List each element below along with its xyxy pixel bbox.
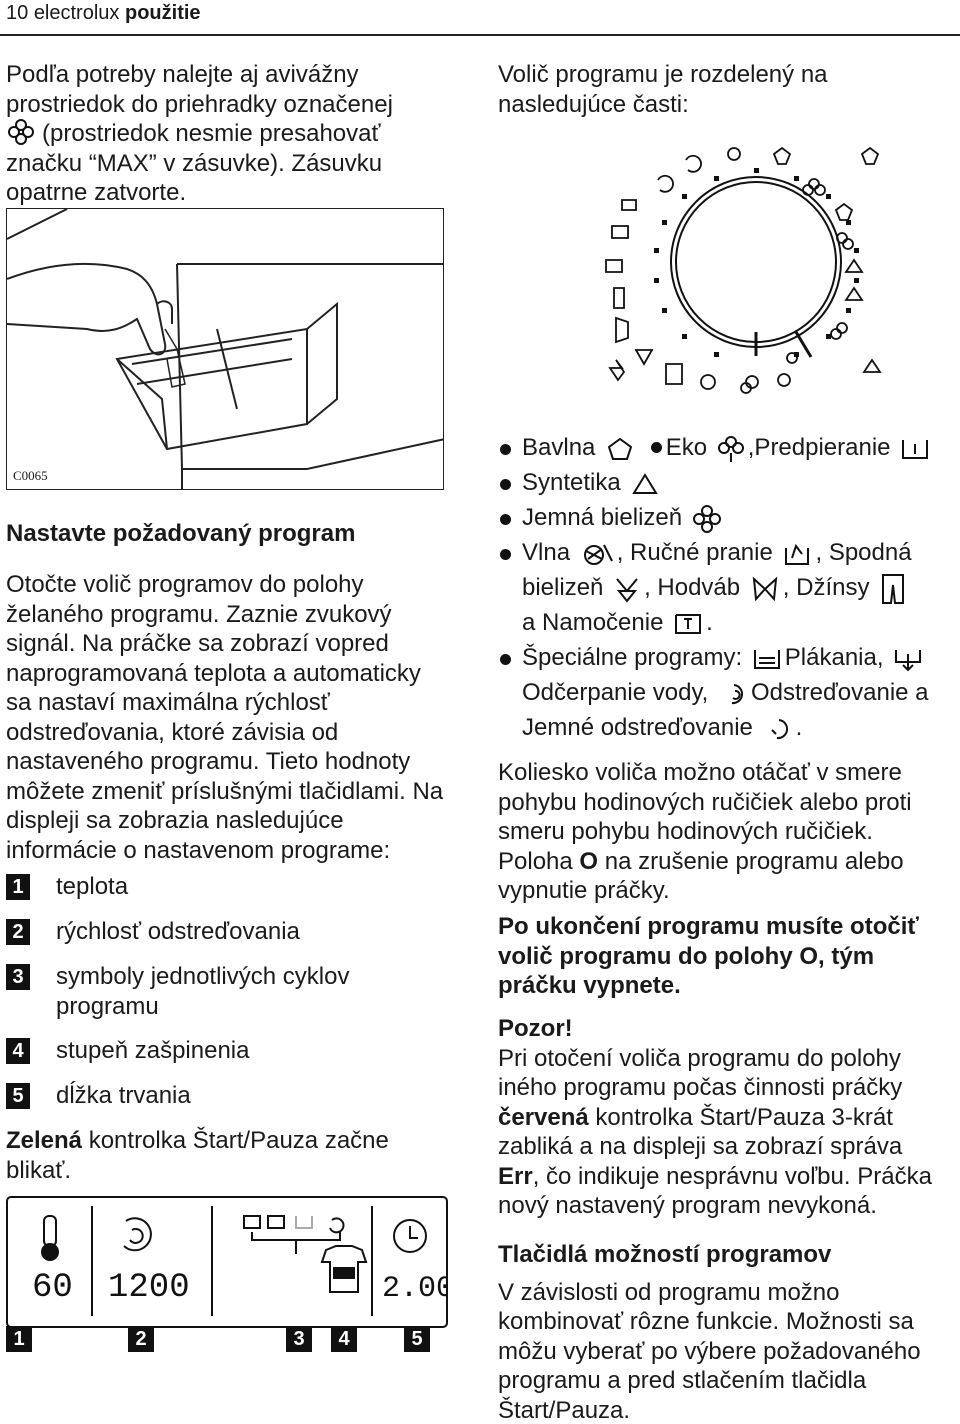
display-label: 5 <box>404 1326 430 1352</box>
synthetics-icon <box>630 471 660 497</box>
display-info-list <box>6 872 446 1126</box>
text-part: Poloha <box>498 847 580 875</box>
body-line: displeji sa zobrazia nasledujúce <box>6 807 344 834</box>
intro-line: nasledujúce časti: <box>498 90 689 118</box>
display-time: 2.00 <box>382 1272 448 1306</box>
program-dial <box>596 132 916 402</box>
figure-label: C0065 <box>13 468 48 483</box>
paragraph-line: Koliesko voliča možno otáčať v smere <box>498 759 902 786</box>
body-line: informácie o nastavenom programe: <box>6 836 391 864</box>
body-line: naprogramovaná teplota a automaticky <box>6 659 421 687</box>
paragraph-line: smeru pohybu hodinových ručičiek. <box>498 818 873 845</box>
dial-intro <box>498 60 958 119</box>
list-item <box>6 872 446 917</box>
page-number: 10 <box>6 2 29 24</box>
red-word: červená <box>498 1103 589 1131</box>
page-header <box>6 2 201 25</box>
body-line: Otočte volič programov do polohy <box>6 571 364 598</box>
list-item-text <box>56 962 349 1021</box>
paragraph-line: V závislosti od programu možno <box>498 1278 840 1306</box>
warning-title: Pozor! <box>498 1015 573 1042</box>
gentle-spin-icon <box>763 716 793 742</box>
rinse-icon <box>752 646 782 672</box>
body-line: nastaveného programu. Tieto hodnoty <box>6 748 411 775</box>
display-panel <box>6 1196 448 1328</box>
section-name: použitie <box>124 2 201 24</box>
spin-label: Odstreďovanie a <box>751 679 929 706</box>
silk-icon <box>750 575 780 603</box>
synthetics-label: Syntetika <box>522 469 621 496</box>
number-badge: 2 <box>6 919 30 945</box>
list-item <box>498 535 958 640</box>
detergent-drawer-figure <box>6 208 444 490</box>
list-item <box>6 962 446 1036</box>
prewash-label: ,Predpieranie <box>747 434 891 461</box>
brand-name: electrolux <box>33 2 120 24</box>
paragraph-line: vypnutie práčky. <box>498 877 670 904</box>
paragraph-line: práčku vypnete. <box>498 972 681 999</box>
paragraph-line <box>498 1162 958 1192</box>
body-line: želaného programu. Zaznie zvukový <box>6 600 392 628</box>
display-speed: 1200 <box>108 1269 190 1307</box>
list-item <box>6 1036 446 1081</box>
text-part: na zrušenie programu alebo <box>598 847 904 875</box>
display-label: 4 <box>331 1326 357 1352</box>
header-divider <box>0 34 960 36</box>
program-instructions <box>6 570 448 865</box>
note-line: blikať. <box>6 1156 72 1184</box>
list-item-line: programu <box>56 992 159 1020</box>
list-item <box>498 465 958 500</box>
delicates-label: Jemná bielizeň <box>522 504 683 531</box>
intro-line: prostriedok do priehradky označenej <box>6 90 393 118</box>
prewash-icon <box>900 436 930 462</box>
number-badge: 5 <box>6 1083 30 1109</box>
text-part: kontrolka Štart/Pauza 3-krát <box>588 1103 893 1131</box>
drain-label: Odčerpanie vody, <box>522 679 709 706</box>
cotton-icon <box>605 435 635 463</box>
handwash-label: , Ručné pranie <box>616 539 773 566</box>
intro-line <box>6 119 446 149</box>
handwash-icon <box>782 540 812 568</box>
body-line: signál. Na práčke sa zobrazí vopred <box>6 630 389 657</box>
paragraph-line: zabliká a na displeji sa zobrazí správa <box>498 1133 903 1160</box>
start-pause-note <box>6 1126 446 1185</box>
underwear-label-cont: bielizeň <box>522 574 604 601</box>
number-badge: 1 <box>6 874 30 900</box>
paragraph-line: volič programu do polohy O, tým <box>498 942 875 970</box>
program-dial-diagram <box>596 132 916 402</box>
drawer-illustration <box>7 209 444 490</box>
off-position-label: O <box>579 847 599 875</box>
special-programs-label: Špeciálne programy: <box>522 644 743 671</box>
intro-text: (prostriedok nesmie presahovať <box>42 120 381 147</box>
number-badge: 4 <box>6 1038 30 1064</box>
intro-line: Podľa potreby nalejte aj avivážny <box>6 61 359 88</box>
section-title: Nastavte požadovaný program <box>6 520 356 547</box>
paragraph-line: pohybu hodinových ručičiek alebo proti <box>498 788 912 816</box>
display-label-row <box>6 1326 448 1356</box>
text-part: , čo indikuje nesprávnu voľbu. Práčka <box>532 1162 932 1190</box>
eco-label: Eko <box>665 434 708 461</box>
green-word: Zelená <box>6 1127 83 1154</box>
gentle-spin-label: Jemné odstreďovanie <box>522 714 753 741</box>
note-text: kontrolka Štart/Pauza začne <box>82 1127 389 1154</box>
flower-softener-icon <box>6 119 36 145</box>
list-item <box>6 1081 446 1126</box>
list-item-text: rýchlosť odstreďovania <box>56 918 300 945</box>
paragraph-line <box>498 1103 958 1133</box>
display-label: 1 <box>6 1326 32 1352</box>
paragraph-line: kombinovať rôzne funkcie. Možnosti sa <box>498 1308 914 1335</box>
display-label: 3 <box>286 1326 312 1352</box>
list-item-text: dĺžka trvania <box>56 1082 191 1109</box>
program-groups-list <box>498 430 958 745</box>
jeans-icon <box>879 573 907 605</box>
wool-icon <box>580 541 614 567</box>
bullet-dot-inline <box>651 442 662 453</box>
jeans-label: , Džínsy <box>782 574 870 601</box>
list-item <box>498 430 958 465</box>
program-end-note <box>498 912 958 1001</box>
thermometer-icon <box>42 1216 58 1260</box>
err-word: Err <box>498 1162 533 1190</box>
softener-intro <box>6 60 446 208</box>
paragraph-line: Pri otočení voliča programu do polohy <box>498 1044 901 1072</box>
eco-flower-icon <box>717 435 745 463</box>
intro-line: Volič programu je rozdelený na <box>498 61 828 88</box>
delicates-icon <box>692 505 722 533</box>
list-item-text: stupeň zašpinenia <box>56 1037 250 1064</box>
paragraph-line: Po ukončení programu musíte otočiť <box>498 913 919 940</box>
punctuation: . <box>795 714 803 741</box>
silk-label: , Hodváb <box>644 574 741 601</box>
display-label: 2 <box>128 1326 154 1352</box>
drain-icon <box>893 646 923 672</box>
paragraph-line: môžu vyberať po výbere požadovaného <box>498 1337 921 1365</box>
cotton-label: Bavlna <box>522 434 596 461</box>
body-line: sa nastaví maximálna rýchlosť <box>6 689 330 716</box>
body-line: odstreďovania, ktoré závisia od <box>6 718 339 746</box>
number-badge: 3 <box>6 964 30 990</box>
intro-line: značku “MAX” v zásuvke). Zásuvku <box>6 149 383 177</box>
options-title: Tlačidlá možností programov <box>498 1241 832 1268</box>
list-item <box>6 917 446 962</box>
list-item-text: teplota <box>56 873 129 900</box>
paragraph-line: Štart/Pauza. <box>498 1396 631 1424</box>
dial-rotation-paragraph <box>498 758 958 906</box>
underwear-label: , Spodná <box>815 539 912 566</box>
soak-icon <box>673 611 703 637</box>
soak-label: a Namočenie <box>522 609 664 636</box>
paragraph-line <box>498 847 958 877</box>
list-item <box>498 640 958 745</box>
list-item <box>498 500 958 535</box>
paragraph-line: programu a pred stlačením tlačidla <box>498 1367 867 1394</box>
body-line: môžete zmeniť príslušnými tlačidlami. Na <box>6 777 444 805</box>
washer-display <box>6 1196 448 1328</box>
paragraph-line: iného programu počas činnosti práčky <box>498 1074 903 1101</box>
spin-icon <box>124 1218 151 1250</box>
list-item-line: symboly jednotlivých cyklov <box>56 963 350 990</box>
intro-line: opatrne zatvorte. <box>6 179 187 206</box>
paragraph-line: nový nastavený program nevykoná. <box>498 1192 877 1219</box>
punctuation: . <box>706 609 713 636</box>
clock-icon <box>394 1220 426 1252</box>
wool-label: Vlna <box>522 539 571 566</box>
options-section <box>498 1240 958 1424</box>
soil-level-icon <box>322 1246 366 1292</box>
lingerie-icon <box>613 575 641 603</box>
display-temp: 60 <box>32 1269 73 1307</box>
rinse-label: Plákania, <box>784 644 884 671</box>
spin-icon <box>718 681 748 707</box>
warning-block <box>498 1014 958 1221</box>
